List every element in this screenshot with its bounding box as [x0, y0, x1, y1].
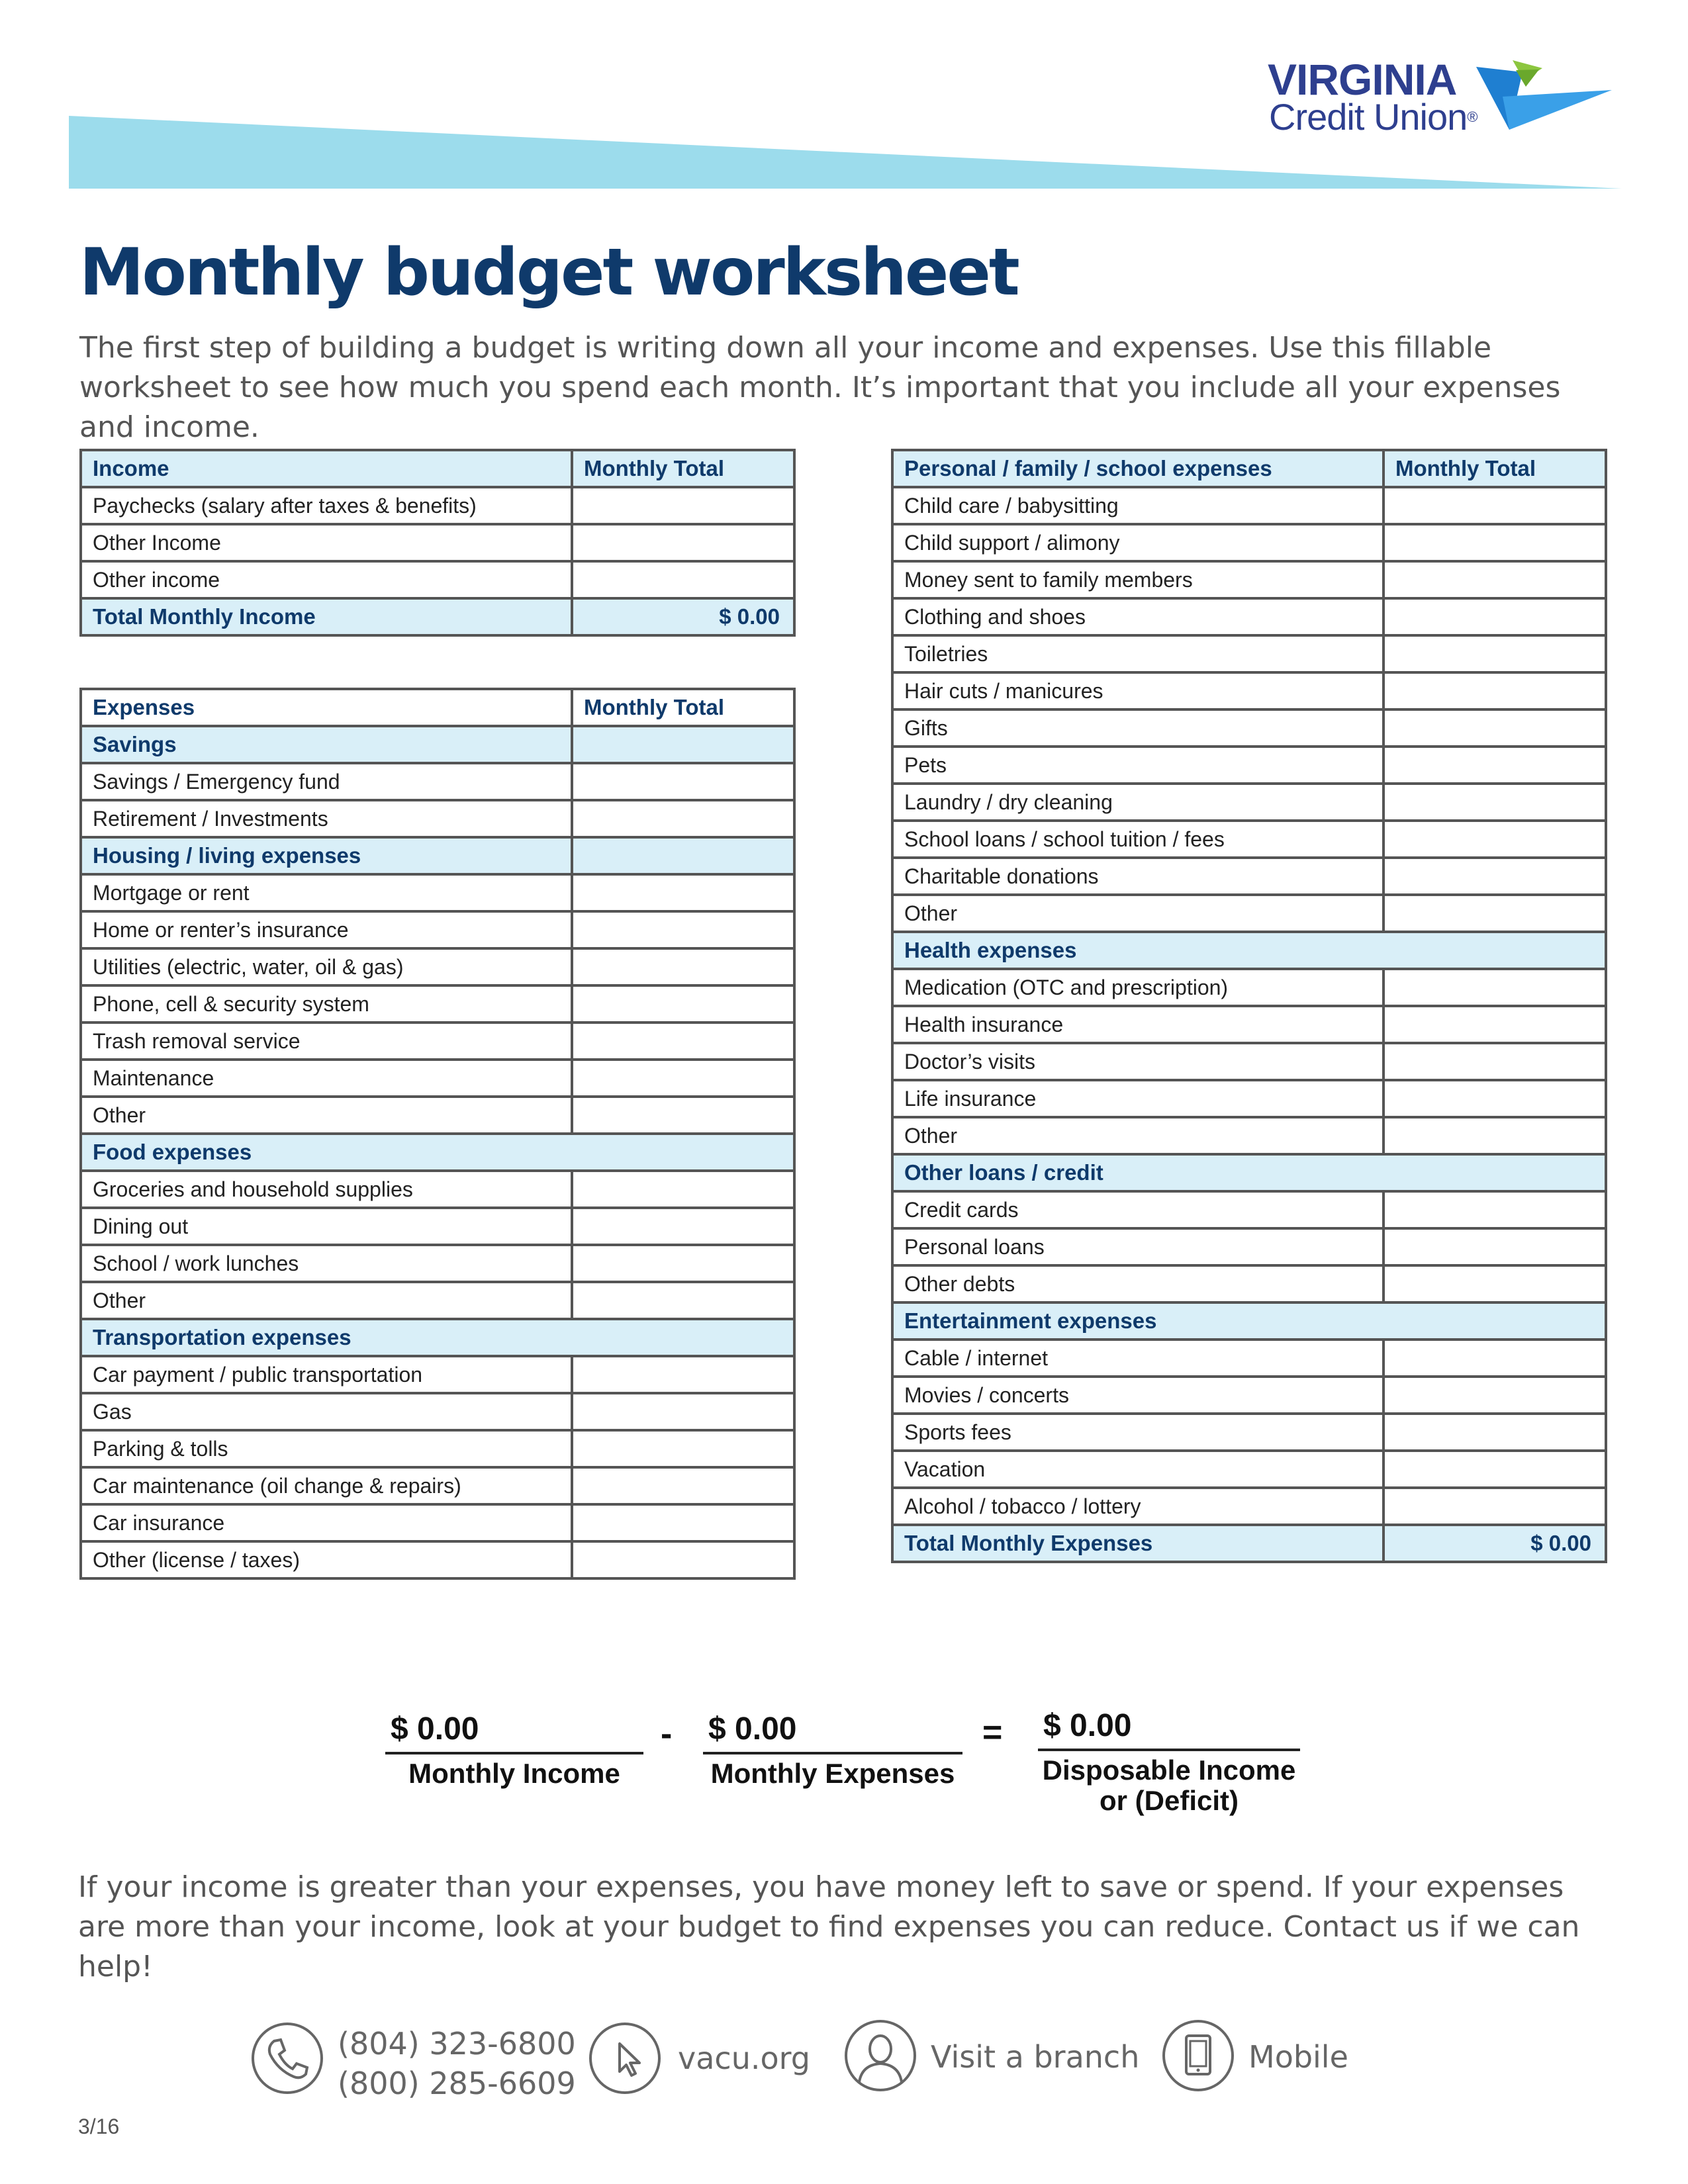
row-label: Cable / internet — [892, 1340, 1383, 1377]
row-label: Other Income — [81, 524, 572, 561]
amount-input[interactable] — [572, 1208, 794, 1245]
personal-header-row — [892, 450, 1606, 487]
expenses-header-total: Monthly Total — [572, 689, 794, 726]
phone-numbers[interactable] — [338, 2024, 576, 2103]
table-row — [81, 1171, 794, 1208]
equation-disposable — [1038, 1707, 1300, 1816]
row-label: School / work lunches — [81, 1245, 572, 1282]
table-row — [81, 1282, 794, 1319]
amount-input[interactable] — [572, 763, 794, 800]
amount-input[interactable] — [1383, 561, 1606, 598]
date-code: 3/16 — [78, 2115, 120, 2138]
table-row — [892, 1414, 1606, 1451]
row-label: Home or renter’s insurance — [81, 911, 572, 948]
amount-input[interactable] — [1383, 709, 1606, 747]
logo-bird-icon — [1476, 60, 1618, 136]
row-label: Car payment / public transportation — [81, 1356, 572, 1393]
row-label: Car insurance — [81, 1504, 572, 1541]
virginia-credit-union-logo — [1268, 56, 1612, 142]
row-label: Phone, cell & security system — [81, 985, 572, 1023]
amount-input[interactable] — [572, 1245, 794, 1282]
disposable-income-label: Disposable Income or (Deficit) — [1042, 1754, 1296, 1816]
row-label: Sports fees — [892, 1414, 1383, 1451]
amount-input[interactable] — [1383, 635, 1606, 672]
table-row — [892, 858, 1606, 895]
amount-input[interactable] — [1383, 1340, 1606, 1377]
amount-input[interactable] — [1383, 598, 1606, 635]
amount-input[interactable] — [572, 1097, 794, 1134]
table-row — [81, 1023, 794, 1060]
row-label: Utilities (electric, water, oil & gas) — [81, 948, 572, 985]
amount-input[interactable] — [572, 1060, 794, 1097]
amount-input[interactable] — [572, 874, 794, 911]
amount-input[interactable] — [1383, 1006, 1606, 1043]
row-label: Child care / babysitting — [892, 487, 1383, 524]
table-row — [81, 1356, 794, 1393]
income-header-total: Monthly Total — [572, 450, 794, 487]
table-row — [892, 524, 1606, 561]
total-income-label: Total Monthly Income — [81, 598, 572, 635]
row-label: Other (license / taxes) — [81, 1541, 572, 1578]
monthly-expenses-label: Monthly Expenses — [710, 1758, 955, 1789]
table-row — [81, 1504, 794, 1541]
section-title: Food expenses — [81, 1134, 794, 1171]
amount-input[interactable] — [1383, 747, 1606, 784]
section-title: Housing / living expenses — [81, 837, 572, 874]
section-title: Entertainment expenses — [892, 1302, 1606, 1340]
table-row — [892, 969, 1606, 1006]
monthly-income-value: $ 0.00 — [385, 1711, 643, 1754]
monthly-income-label: Monthly Income — [408, 1758, 620, 1789]
visit-branch-link[interactable]: Visit a branch — [931, 2039, 1140, 2075]
website-link[interactable]: vacu.org — [678, 2040, 810, 2076]
row-label: Other — [81, 1282, 572, 1319]
amount-input[interactable] — [1383, 1080, 1606, 1117]
table-row — [81, 1430, 794, 1467]
amount-input[interactable] — [1383, 969, 1606, 1006]
row-label: Laundry / dry cleaning — [892, 784, 1383, 821]
table-row — [892, 561, 1606, 598]
table-row — [81, 800, 794, 837]
equation-income — [385, 1711, 643, 1789]
table-row — [81, 1060, 794, 1097]
row-label: Money sent to family members — [892, 561, 1383, 598]
row-label: Car maintenance (oil change & repairs) — [81, 1467, 572, 1504]
row-label: Trash removal service — [81, 1023, 572, 1060]
section-title: Savings — [81, 726, 572, 763]
table-row — [892, 1340, 1606, 1377]
phone-number-local[interactable]: (804) 323-6800 — [338, 2026, 576, 2062]
mobile-icon — [1162, 2020, 1234, 2091]
personal-expenses-table — [891, 449, 1607, 1563]
table-row — [892, 1006, 1606, 1043]
table-row — [892, 1043, 1606, 1080]
amount-input[interactable] — [1383, 1377, 1606, 1414]
cursor-icon — [589, 2023, 661, 2094]
row-label: Pets — [892, 747, 1383, 784]
table-row — [81, 1541, 794, 1578]
table-row — [892, 1191, 1606, 1228]
equation-expenses — [703, 1711, 962, 1789]
logo-line1: VIRGINIA — [1268, 55, 1457, 104]
personal-header-label: Personal / family / school expenses — [892, 450, 1383, 487]
amount-input[interactable] — [572, 1430, 794, 1467]
table-row — [892, 747, 1606, 784]
total-income-value: $ 0.00 — [572, 598, 794, 635]
section-title: Health expenses — [892, 932, 1606, 969]
table-row — [81, 524, 794, 561]
amount-input[interactable] — [1383, 1191, 1606, 1228]
table-row — [892, 1488, 1606, 1525]
table-row — [81, 1245, 794, 1282]
intro-text: The first step of building a budget is writing down all your income and expenses. Use this fillable worksheet to see how much you spend each month. It’s important that you include all your expenses and income. — [79, 331, 1561, 444]
row-label: Mortgage or rent — [81, 874, 572, 911]
row-label: Toiletries — [892, 635, 1383, 672]
section-health — [892, 932, 1606, 969]
table-row — [892, 598, 1606, 635]
row-label: Movies / concerts — [892, 1377, 1383, 1414]
table-row — [892, 672, 1606, 709]
table-row — [81, 763, 794, 800]
mobile-link[interactable]: Mobile — [1248, 2039, 1348, 2075]
amount-input[interactable] — [1383, 784, 1606, 821]
table-row — [81, 561, 794, 598]
table-row — [892, 709, 1606, 747]
table-row — [892, 895, 1606, 932]
section-housing — [81, 837, 794, 874]
row-label: Health insurance — [892, 1006, 1383, 1043]
amount-input[interactable] — [572, 1541, 794, 1578]
amount-input[interactable] — [1383, 895, 1606, 932]
section-entertainment — [892, 1302, 1606, 1340]
row-label: Gifts — [892, 709, 1383, 747]
amount-input[interactable] — [1383, 821, 1606, 858]
amount-input[interactable] — [1383, 1451, 1606, 1488]
logo-line2: Credit Union® — [1269, 96, 1477, 138]
amount-input[interactable] — [572, 1023, 794, 1060]
footer-note: If your income is greater than your expenses, you have money left to save or spend. If your expenses are more than your income, look at your budget to find expenses you can reduce. Contact us if we can help! — [78, 1870, 1580, 1983]
amount-input[interactable] — [1383, 1265, 1606, 1302]
row-label: Clothing and shoes — [892, 598, 1383, 635]
table-row — [892, 635, 1606, 672]
amount-input[interactable] — [1383, 1228, 1606, 1265]
table-row — [892, 1451, 1606, 1488]
table-row — [892, 821, 1606, 858]
table-row — [892, 1265, 1606, 1302]
row-label: Groceries and household supplies — [81, 1171, 572, 1208]
table-row — [81, 985, 794, 1023]
disposable-income-value: $ 0.00 — [1038, 1707, 1300, 1751]
monthly-expenses-value: $ 0.00 — [703, 1711, 962, 1754]
row-label: Hair cuts / manicures — [892, 672, 1383, 709]
expenses-header-label: Expenses — [81, 689, 572, 726]
table-row — [892, 1228, 1606, 1265]
row-label: Savings / Emergency fund — [81, 763, 572, 800]
row-label: Vacation — [892, 1451, 1383, 1488]
row-label: Gas — [81, 1393, 572, 1430]
amount-input[interactable] — [1383, 1414, 1606, 1451]
amount-input[interactable] — [572, 561, 794, 598]
table-row — [81, 948, 794, 985]
row-label: Maintenance — [81, 1060, 572, 1097]
amount-input[interactable] — [572, 948, 794, 985]
page-title: Monthly budget worksheet — [79, 235, 1018, 310]
section-title: Other loans / credit — [892, 1154, 1606, 1191]
row-label: Other debts — [892, 1265, 1383, 1302]
amount-input[interactable] — [1383, 487, 1606, 524]
row-label: Credit cards — [892, 1191, 1383, 1228]
total-expenses-label: Total Monthly Expenses — [892, 1525, 1383, 1562]
row-label: Life insurance — [892, 1080, 1383, 1117]
table-row — [81, 487, 794, 524]
amount-input[interactable] — [1383, 524, 1606, 561]
row-label: School loans / school tuition / fees — [892, 821, 1383, 858]
income-table — [79, 449, 796, 637]
table-row — [892, 1117, 1606, 1154]
row-label: Charitable donations — [892, 858, 1383, 895]
table-row — [81, 1097, 794, 1134]
table-row — [81, 1208, 794, 1245]
amount-input[interactable] — [572, 1171, 794, 1208]
row-label: Paychecks (salary after taxes & benefits) — [81, 487, 572, 524]
row-label: Medication (OTC and prescription) — [892, 969, 1383, 1006]
minus-sign: - — [661, 1715, 673, 1753]
phone-icon — [252, 2023, 323, 2094]
row-label: Retirement / Investments — [81, 800, 572, 837]
table-row — [892, 487, 1606, 524]
income-header-row — [81, 450, 794, 487]
row-label: Personal loans — [892, 1228, 1383, 1265]
table-row — [81, 1467, 794, 1504]
amount-input[interactable] — [572, 1467, 794, 1504]
table-row — [892, 1080, 1606, 1117]
amount-input[interactable] — [572, 1504, 794, 1541]
row-label: Child support / alimony — [892, 524, 1383, 561]
income-header-label: Income — [81, 450, 572, 487]
table-row — [892, 1377, 1606, 1414]
expenses-total-row — [892, 1525, 1606, 1562]
section-food — [81, 1134, 794, 1171]
total-expenses-value: $ 0.00 — [1383, 1525, 1606, 1562]
amount-input[interactable] — [572, 800, 794, 837]
table-row — [81, 874, 794, 911]
amount-input[interactable] — [1383, 858, 1606, 895]
amount-input[interactable] — [572, 487, 794, 524]
row-label: Parking & tolls — [81, 1430, 572, 1467]
row-label: Other income — [81, 561, 572, 598]
equals-sign: = — [982, 1713, 1003, 1752]
amount-input[interactable] — [1383, 1043, 1606, 1080]
amount-input[interactable] — [572, 911, 794, 948]
table-row — [81, 911, 794, 948]
section-transportation — [81, 1319, 794, 1356]
row-label: Other — [892, 1117, 1383, 1154]
amount-input[interactable] — [1383, 1117, 1606, 1154]
row-label: Other — [892, 895, 1383, 932]
phone-number-tollfree[interactable]: (800) 285-6609 — [338, 2066, 576, 2101]
section-savings — [81, 726, 794, 763]
row-label: Doctor’s visits — [892, 1043, 1383, 1080]
table-row — [892, 784, 1606, 821]
income-total-row — [81, 598, 794, 635]
row-label: Dining out — [81, 1208, 572, 1245]
row-label: Alcohol / tobacco / lottery — [892, 1488, 1383, 1525]
amount-input[interactable] — [572, 524, 794, 561]
amount-input[interactable] — [572, 1282, 794, 1319]
amount-input[interactable] — [572, 985, 794, 1023]
amount-input[interactable] — [572, 1356, 794, 1393]
table-row — [81, 1393, 794, 1430]
person-icon — [845, 2020, 916, 2091]
expenses-table — [79, 688, 796, 1580]
row-label: Other — [81, 1097, 572, 1134]
expenses-header-row — [81, 689, 794, 726]
amount-input[interactable] — [1383, 672, 1606, 709]
section-title: Transportation expenses — [81, 1319, 794, 1356]
section-other-loans — [892, 1154, 1606, 1191]
amount-input[interactable] — [572, 1393, 794, 1430]
personal-header-total: Monthly Total — [1383, 450, 1606, 487]
amount-input[interactable] — [1383, 1488, 1606, 1525]
